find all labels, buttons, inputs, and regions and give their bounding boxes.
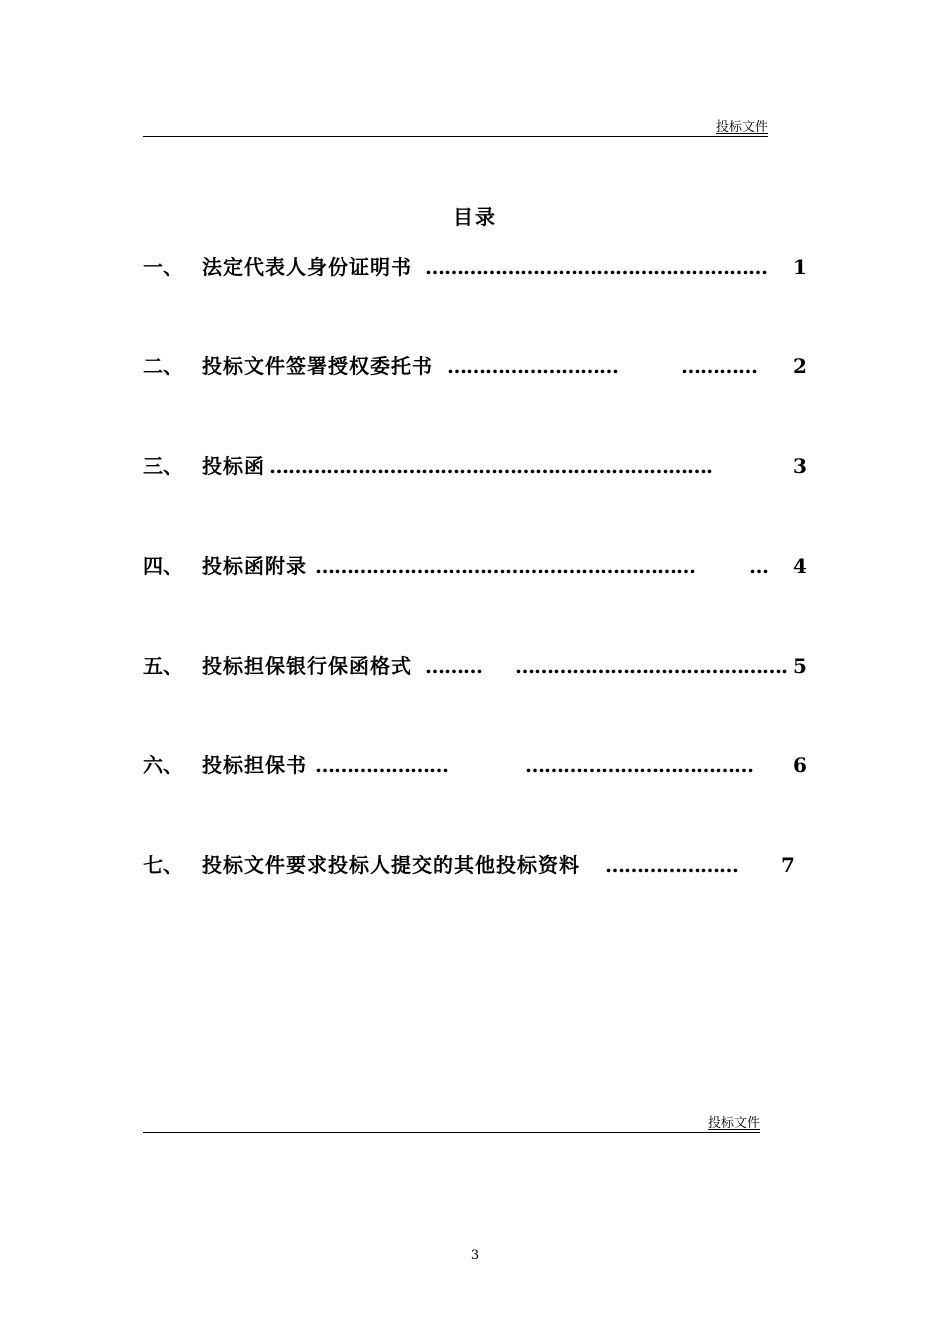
toc-entry-leader: ………………… [315,753,448,777]
header-rule [143,1132,760,1133]
toc-entry-label: 投标函 [202,454,265,478]
header-text: 投标文件 [715,120,768,135]
toc-entry-label: 投标担保书 [202,753,307,777]
toc-entry-number: 二、 [143,354,183,378]
toc-entry-number: 一、 [143,255,183,279]
page-number: 3 [470,1248,480,1263]
toc-entry-number: 四、 [143,554,183,578]
header-text: 投标文件 [707,1116,760,1131]
toc-entry-label: 法定代表人身份证明书 [202,255,412,279]
toc-entry-label: 投标文件签署授权委托书 [202,354,433,378]
toc-entry-page: 1 [793,255,807,279]
toc-entry[interactable] [143,552,805,580]
toc-entry-number: 三、 [143,454,183,478]
toc-entry-leader-2: ………… [681,354,757,378]
toc-entry-page: 6 [793,753,807,777]
toc-entry-page: 4 [793,554,807,578]
toc-entry[interactable] [143,352,805,380]
page-header-bottom [143,1113,760,1133]
toc-entry-number: 六、 [143,753,183,777]
toc-entry-leader: ……………………… [447,354,618,378]
toc-entry-page: 5 [793,654,807,678]
toc-entry-leader-2: ……………………………………. [515,654,787,678]
toc-entry-leader: ……………………………………………………………. [269,454,712,478]
toc-entry-number: 七、 [143,853,183,877]
toc-entry-leader: ……………………………………………… [425,255,767,279]
toc-entry-label: 投标文件要求投标人提交的其他投标资料 [202,853,580,877]
header-rule [143,136,768,137]
toc-entry[interactable] [143,851,805,879]
toc-entry-page: 2 [793,354,807,378]
toc-entry[interactable] [143,253,805,281]
toc-entry[interactable] [143,751,805,779]
toc-title: 目录 [453,205,497,229]
toc-entry[interactable] [143,452,805,480]
toc-entry-leader-2: … [749,554,768,578]
toc-entry-label: 投标函附录 [202,554,307,578]
toc-entry-leader: ………………… [605,853,738,877]
toc-entry-page: 7 [781,853,795,877]
toc-entry-page: 3 [793,454,807,478]
toc-entry-leader-2: ……………………………… [525,753,753,777]
page-header-top [143,117,768,137]
toc-entry[interactable] [143,652,805,680]
toc-entry-label: 投标担保银行保函格式 [202,654,412,678]
toc-entry-leader: ……… [425,654,482,678]
toc-entry-leader: …………………………………………………… [315,554,695,578]
toc-entry-number: 五、 [143,654,183,678]
